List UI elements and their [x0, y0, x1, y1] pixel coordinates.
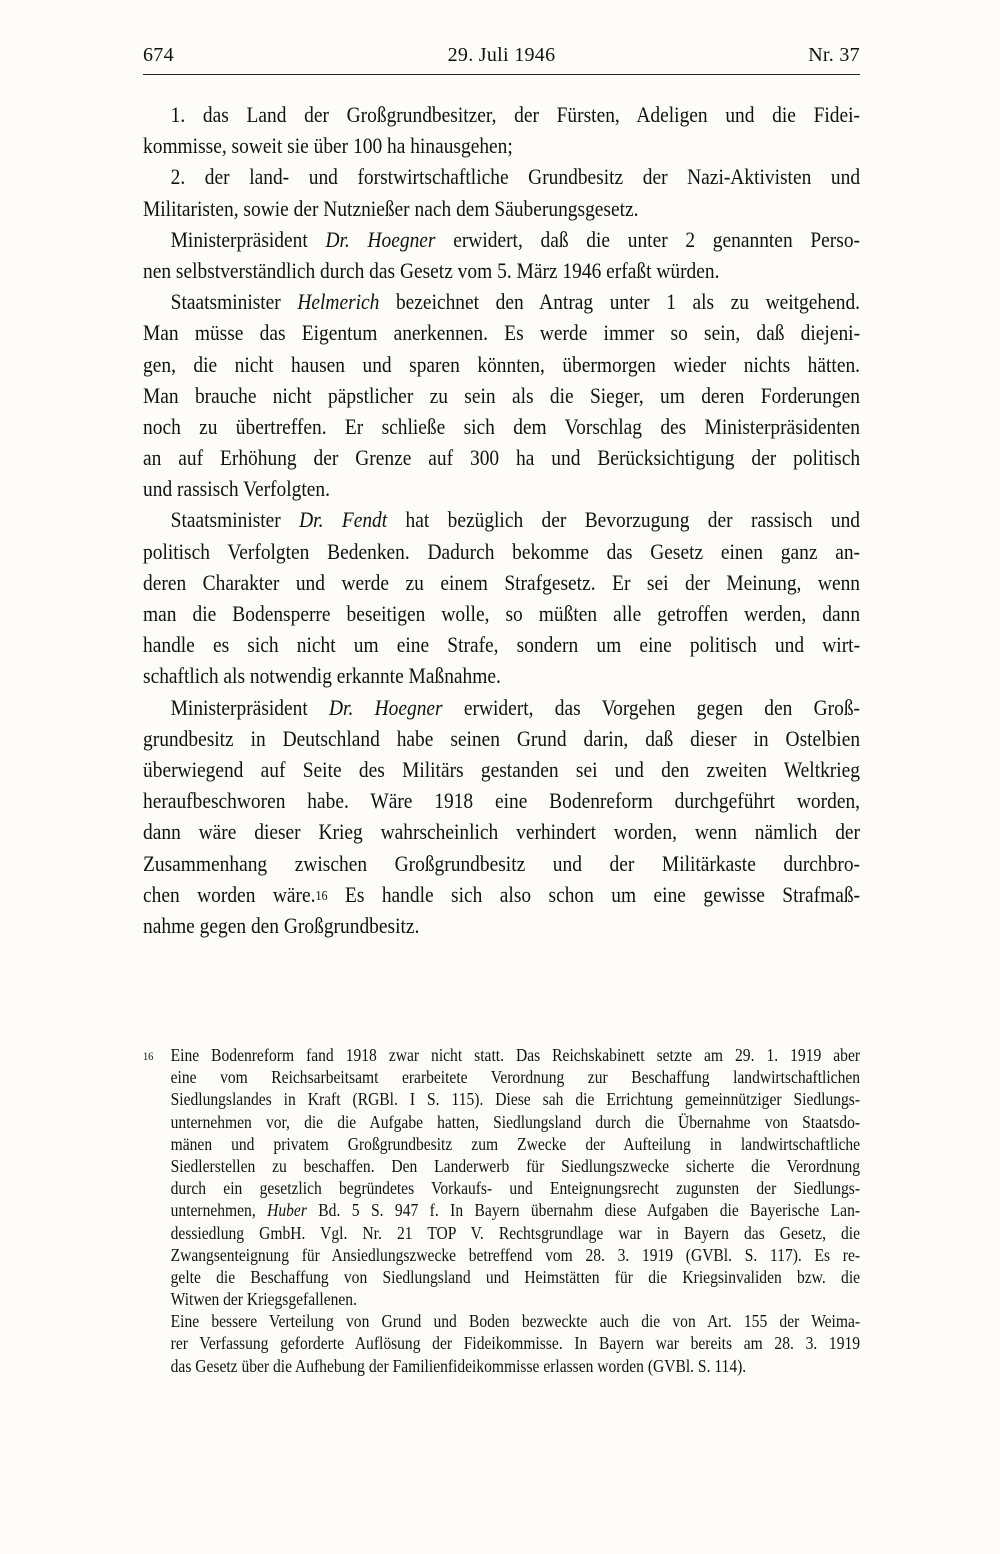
text-line	[143, 879, 860, 910]
text-line: nen selbstverständlich durch das Gesetz vom 5. März 1946 erfaßt würden.	[143, 257, 720, 283]
text-line: grundbesitz in Deutschland habe seinen Grund darin, daß dieser in Ostelbien	[143, 725, 861, 751]
text-line: an auf Erhöhung der Grenze auf 300 ha und Berücksichtigung der politisch	[143, 445, 861, 471]
footnote-line: mänen und privatem Großgrundbesitz zum Zwecke der Aufteilung in landwirtschaftliche	[170, 1133, 861, 1154]
text-line	[143, 692, 860, 723]
text-line: kommisse, soweit sie über 100 ha hinausgehen;	[143, 133, 513, 159]
text-run: unternehmen,	[170, 1200, 268, 1221]
footnote-line: Siedlerstellen zu beschaffen. Den Landerwerb für Siedlungszwecke sicherte die Verordnung	[170, 1155, 861, 1176]
person-name: Dr. Hoegner	[329, 694, 443, 720]
text-line: schaftlich als notwendig erkannte Maßnahme.	[143, 663, 501, 689]
text-run: chen worden wäre.	[143, 881, 316, 907]
text-line	[143, 504, 860, 535]
text-line	[143, 224, 860, 255]
footnote-line: durch ein gesetzlich begründetes Vorkaufs- und Enteignungsrecht zugunsten der Siedlungs-	[170, 1178, 861, 1199]
text-line: deren Charakter und werde zu einem Strafgesetz. Er sei der Meinung, wenn	[143, 569, 861, 595]
text-line: 2. der land- und forstwirtschaftliche Grundbesitz der Nazi-Aktivisten und	[170, 164, 861, 190]
issue-number: Nr. 37	[808, 44, 860, 66]
person-name: Helmerich	[297, 289, 380, 315]
footnote-line: Eine bessere Verteilung von Grund und Boden bezweckte auch die von Art. 155 der Weima-	[170, 1311, 861, 1332]
footnote-reference[interactable]: 16	[315, 888, 328, 904]
text-run: Ministerpräsident	[170, 226, 326, 252]
footnote-line: rer Verfassung geforderte Auflösung der Fideikommisse. In Bayern war bereits am 28. 3. 1919	[170, 1333, 861, 1354]
text-run: Staatsminister	[170, 507, 300, 533]
footnote-marker	[143, 1044, 171, 1066]
text-run: Es handle sich also schon um eine gewisse Strafmaß-	[327, 881, 861, 907]
footnote-line: Siedlungslandes in Kraft (RGBl. I S. 115). Diese sah die Errichtung gemeinnütziger Siedlungs-	[170, 1089, 861, 1110]
text-run: Staatsminister	[170, 289, 298, 315]
text-line: und rassisch Verfolgten.	[143, 476, 330, 502]
header-date: 29. Juli 1946	[447, 44, 556, 66]
footnote-line: Zwangsenteignung für Ansiedlungszwecke betreffend vom 28. 3. 1919 (GVBl. S. 117). Es re-	[170, 1244, 861, 1265]
text-line: Man müsse das Eigentum anerkennen. Es werde immer so sein, daß diejeni-	[143, 320, 861, 346]
footnote-16	[143, 1044, 860, 1377]
text-line: überwiegend auf Seite des Militärs gestanden sei und den zweiten Weltkrieg	[143, 756, 861, 782]
footnote-line: das Gesetz über die Aufhebung der Familienfideikommisse erlassen worden (GVBl. S. 114).	[170, 1355, 747, 1376]
text-line: dann wäre dieser Krieg wahrscheinlich verhindert worden, wenn nämlich der	[143, 819, 861, 845]
text-run: Ministerpräsident	[170, 694, 330, 720]
footnote-line	[143, 1199, 860, 1221]
footnote-number: 16	[143, 1049, 154, 1063]
text-line: man die Bodensperre beseitigen wolle, so müßten alle getroffen werden, dann	[143, 601, 861, 626]
page-number: 674	[143, 44, 174, 66]
text-run: Eine Bodenreform fand 1918 zwar nicht statt. Das Reichskabinett setzte am 29. 1. 1919 aber	[170, 1045, 861, 1065]
text-line: nahme gegen den Großgrundbesitz.	[143, 912, 420, 938]
footnote-line: Witwen der Kriegsgefallenen.	[170, 1289, 357, 1310]
text-line: gen, die nicht hausen und sparen könnten, übermorgen wieder nichts hätten.	[143, 351, 861, 377]
text-run: erwidert, das Vorgehen gegen den Groß-	[442, 694, 861, 720]
running-header	[143, 40, 860, 75]
main-text	[143, 99, 860, 941]
text-line: Militaristen, sowie der Nutznießer nach dem Säuberungsgesetz.	[143, 195, 639, 221]
footnote-line: unternehmen vor, die die Aufgabe hatten, Siedlungsland durch die Übernahme von Staatsdo-	[170, 1111, 861, 1132]
cited-author: Huber	[267, 1200, 307, 1221]
text-line: 1. das Land der Großgrundbesitzer, der Fürsten, Adeligen und die Fidei-	[170, 102, 861, 127]
footnote-line: eine vom Reichsarbeitsamt erarbeitete Verordnung zur Beschaffung landwirtschaftlichen	[170, 1067, 861, 1088]
footnote-line	[143, 1044, 860, 1066]
text-line: Zusammenhang zwischen Großgrundbesitz und der Militärkaste durchbro-	[143, 850, 861, 876]
footnote-line: dessiedlung GmbH. Vgl. Nr. 21 TOP V. Rechtsgrundlage war in Bayern das Gesetz, die	[170, 1222, 861, 1243]
person-name: Dr. Hoegner	[325, 226, 436, 252]
footnote-line: gelte die Beschaffung von Siedlungsland und Heimstätten für die Kriegsinvaliden bzw. die	[170, 1266, 861, 1287]
text-run: hat bezüglich der Bevorzugung der rassisch und	[387, 507, 861, 533]
text-line: Man brauche nicht päpstlicher zu sein als die Sieger, um deren Forderungen	[143, 382, 861, 408]
text-run: Bd. 5 S. 947 f. In Bayern übernahm diese Aufgaben die Bayerische Lan-	[306, 1200, 861, 1221]
text-run: erwidert, daß die unter 2 genannten Perso-	[435, 226, 861, 252]
text-line: heraufbeschworen habe. Wäre 1918 eine Bodenreform durchgeführt worden,	[143, 788, 861, 814]
person-name: Dr. Fendt	[299, 507, 388, 533]
text-line: noch zu übertreffen. Er schließe sich dem Vorschlag des Ministerpräsidenten	[143, 413, 861, 439]
text-line: politisch Verfolgten Bedenken. Dadurch bekomme das Gesetz einen ganz an-	[143, 538, 861, 564]
text-line	[143, 286, 860, 317]
text-run: bezeichnet den Antrag unter 1 als zu weitgehend.	[379, 289, 861, 315]
text-line: handle es sich nicht um eine Strafe, sondern um eine politisch und wirt-	[143, 632, 861, 658]
